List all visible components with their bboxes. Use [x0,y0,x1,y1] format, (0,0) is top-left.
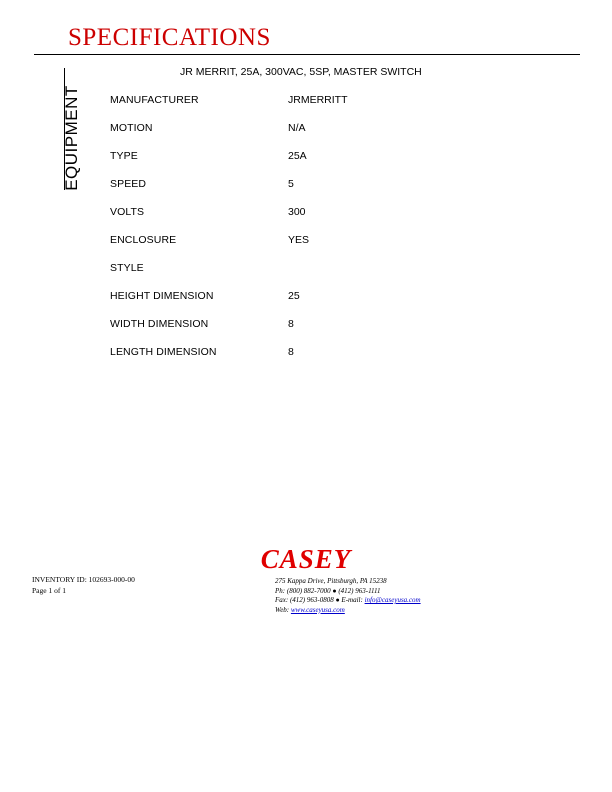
table-row [110,206,540,234]
web-label: Web: [275,605,291,614]
spec-label: ENCLOSURE [110,234,177,246]
footer-inventory-block [32,574,135,596]
spec-value: 300 [288,206,306,218]
title-divider [34,54,580,55]
company-fax-email-line [275,596,421,606]
table-row [110,234,540,262]
spec-value: JRMERRITT [288,94,348,106]
email-link[interactable]: info@caseyusa.com [364,596,421,604]
page-number: Page 1 of 1 [32,586,66,595]
spec-label: HEIGHT DIMENSION [110,290,214,302]
table-row [110,150,540,178]
spec-value: N/A [288,122,306,134]
table-row [110,290,540,318]
spec-label: VOLTS [110,206,145,218]
spec-value: 25 [288,290,300,302]
spec-label: STYLE [110,262,144,274]
spec-value: 8 [288,318,294,330]
section-label-equipment: EQUIPMENT [62,85,81,191]
spec-label: SPEED [110,178,147,190]
spec-value: 8 [288,346,294,358]
spec-label: MANUFACTURER [110,94,199,106]
table-row [110,318,540,346]
item-description: JR MERRIT, 25A, 300VAC, 5SP, MASTER SWITCH [180,66,422,78]
company-web-line [275,606,421,616]
table-row [110,262,540,290]
company-phone: Ph: (800) 882-7000 ● (412) 963-1111 [275,586,381,595]
specifications-table [110,94,540,374]
inventory-id: INVENTORY ID: 102693-000-00 [32,575,135,584]
spec-value: 5 [288,178,294,190]
footer-contact-block [275,577,421,615]
page-title: SPECIFICATIONS [68,24,271,51]
spec-value: YES [288,234,310,246]
company-logo-casey: CASEY [260,544,352,574]
table-row [110,178,540,206]
fax-label: Fax: (412) 963-0808 ● E-mail: [275,596,365,604]
spec-label: TYPE [110,150,138,162]
table-row [110,94,540,122]
company-address: 275 Kappa Drive, Pittsburgh, PA 15238 [275,577,387,585]
spec-label: MOTION [110,122,153,134]
table-row [110,346,540,374]
spec-label: LENGTH DIMENSION [110,346,217,358]
spec-label: WIDTH DIMENSION [110,318,209,330]
spec-value: 25A [288,150,307,162]
table-row [110,122,540,150]
website-link[interactable]: www.caseyusa.com [290,605,345,614]
